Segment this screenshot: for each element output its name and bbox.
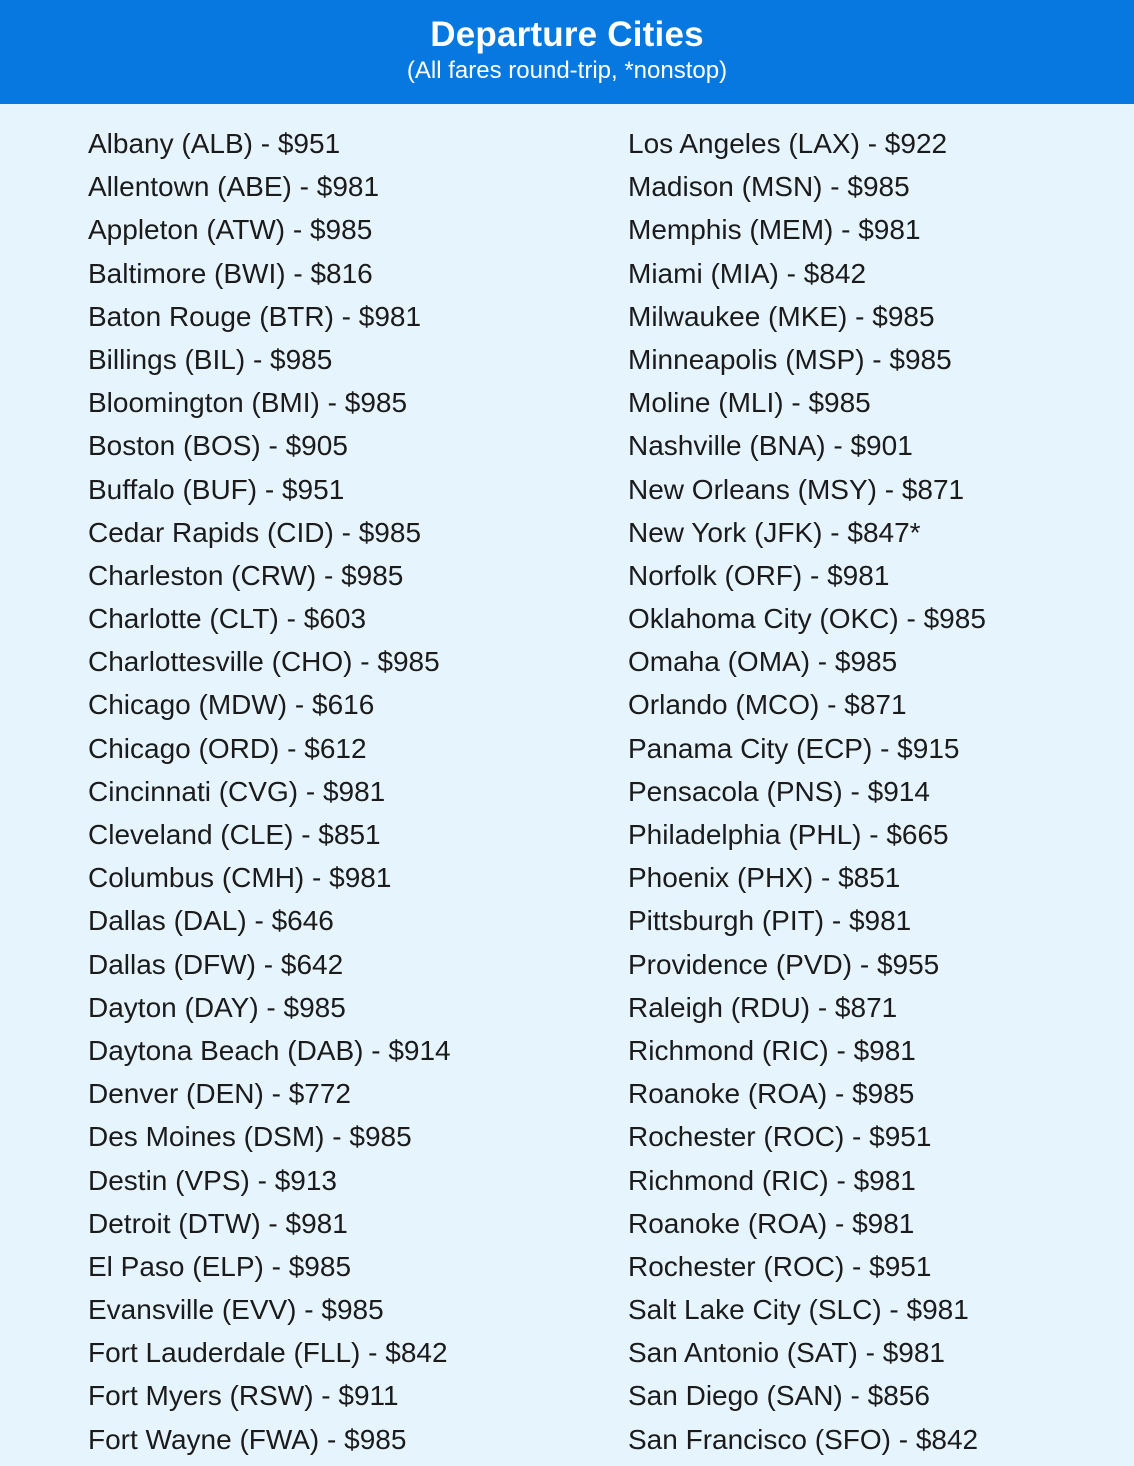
departure-list-right — [628, 122, 986, 1461]
departure-city-item: Boston (BOS) - $905 — [88, 430, 348, 462]
departure-city-item: Phoenix (PHX) - $851 — [628, 862, 901, 894]
departure-city-item: Dayton (DAY) - $985 — [88, 991, 346, 1023]
departure-city-item: Chicago (MDW) - $616 — [88, 689, 375, 721]
departure-city-item: Pensacola (PNS) - $914 — [628, 775, 930, 807]
departure-city-item: Richmond (RIC) - $981 — [628, 1164, 916, 1196]
departure-city-item: Fort Lauderdale (FLL) - $842 — [88, 1337, 448, 1369]
departure-city-item: Rochester (ROC) - $951 — [628, 1121, 932, 1153]
departure-city-item: Pittsburgh (PIT) - $981 — [628, 905, 912, 937]
departure-city-item: Roanoke (ROA) - $985 — [628, 1078, 915, 1110]
departure-city-item: Raleigh (RDU) - $871 — [628, 991, 898, 1023]
departure-city-item: Los Angeles (LAX) - $922 — [628, 128, 948, 159]
departure-city-item: Providence (PVD) - $955 — [628, 948, 940, 980]
departure-city-item: Detroit (DTW) - $981 — [88, 1207, 348, 1239]
page-title: Departure Cities — [430, 15, 704, 54]
departure-city-item: Fort Myers (RSW) - $911 — [88, 1380, 399, 1412]
departure-city-item: Roanoke (ROA) - $981 — [628, 1207, 915, 1239]
departure-city-item: Billings (BIL) - $985 — [88, 343, 333, 375]
departure-city-item: El Paso (ELP) - $985 — [88, 1250, 352, 1282]
header-banner — [0, 0, 1134, 104]
departure-city-item: Oklahoma City (OKC) - $985 — [628, 603, 986, 635]
departure-city-item: Fort Wayne (FWA) - $985 — [88, 1423, 407, 1455]
departure-city-item: Destin (VPS) - $913 — [88, 1164, 337, 1196]
departure-city-item: Des Moines (DSM) - $985 — [88, 1121, 412, 1153]
departure-city-item: Nashville (BNA) - $901 — [628, 430, 913, 462]
departure-city-item: Richmond (RIC) - $981 — [628, 1034, 916, 1066]
departure-city-item: Denver (DEN) - $772 — [88, 1078, 351, 1110]
departure-city-item: Charlotte (CLT) - $603 — [88, 603, 367, 635]
departure-city-item: New York (JFK) - $847* — [628, 516, 921, 548]
departure-city-item: Madison (MSN) - $985 — [628, 171, 910, 203]
departure-city-item: Panama City (ECP) - $915 — [628, 732, 960, 764]
page-subtitle: (All fares round-trip, *nonstop) — [406, 57, 728, 84]
departure-city-item: Salt Lake City (SLC) - $981 — [628, 1294, 969, 1326]
departure-city-item: Charlottesville (CHO) - $985 — [88, 646, 440, 678]
departure-city-item: San Diego (SAN) - $856 — [628, 1380, 930, 1412]
departure-city-item: Moline (MLI) - $985 — [628, 387, 871, 419]
departure-city-item: Philadelphia (PHL) - $665 — [628, 819, 949, 850]
departure-city-item: Memphis (MEM) - $981 — [628, 214, 921, 246]
departure-city-item: Bloomington (BMI) - $985 — [88, 387, 408, 419]
departure-city-item: Cleveland (CLE) - $851 — [88, 819, 381, 850]
departure-city-item: Albany (ALB) - $951 — [88, 128, 341, 159]
departure-list-left — [88, 122, 451, 1461]
departure-city-item: Baltimore (BWI) - $816 — [88, 257, 373, 289]
departure-city-item: Rochester (ROC) - $951 — [628, 1250, 932, 1282]
departure-city-item: Appleton (ATW) - $985 — [88, 214, 373, 246]
departure-city-item: Chicago (ORD) - $612 — [88, 732, 367, 764]
departure-city-item: Cedar Rapids (CID) - $985 — [88, 516, 422, 548]
departure-city-item: San Francisco (SFO) - $842 — [628, 1423, 979, 1455]
departure-city-item: Dallas (DFW) - $642 — [88, 948, 344, 980]
departure-city-item: Miami (MIA) - $842 — [628, 257, 867, 289]
departure-city-item: Norfolk (ORF) - $981 — [628, 559, 890, 591]
departure-city-item: Milwaukee (MKE) - $985 — [628, 300, 935, 332]
departure-city-item: Columbus (CMH) - $981 — [88, 862, 392, 894]
departure-city-item: Buffalo (BUF) - $951 — [88, 473, 345, 505]
departure-city-item: Baton Rouge (BTR) - $981 — [88, 300, 422, 332]
departure-city-item: Daytona Beach (DAB) - $914 — [88, 1034, 451, 1066]
departure-city-item: Orlando (MCO) - $871 — [628, 689, 907, 721]
departure-city-item: Cincinnati (CVG) - $981 — [88, 775, 386, 807]
departure-city-item: Dallas (DAL) - $646 — [88, 905, 334, 937]
departure-city-item: Charleston (CRW) - $985 — [88, 559, 404, 591]
departure-city-item: Evansville (EVV) - $985 — [88, 1294, 384, 1326]
departure-city-item: New Orleans (MSY) - $871 — [628, 473, 965, 505]
departure-city-item: Minneapolis (MSP) - $985 — [628, 343, 952, 375]
departure-city-item: Allentown (ABE) - $981 — [88, 171, 380, 203]
departure-city-item: Omaha (OMA) - $985 — [628, 646, 898, 678]
departure-city-item: San Antonio (SAT) - $981 — [628, 1337, 945, 1369]
